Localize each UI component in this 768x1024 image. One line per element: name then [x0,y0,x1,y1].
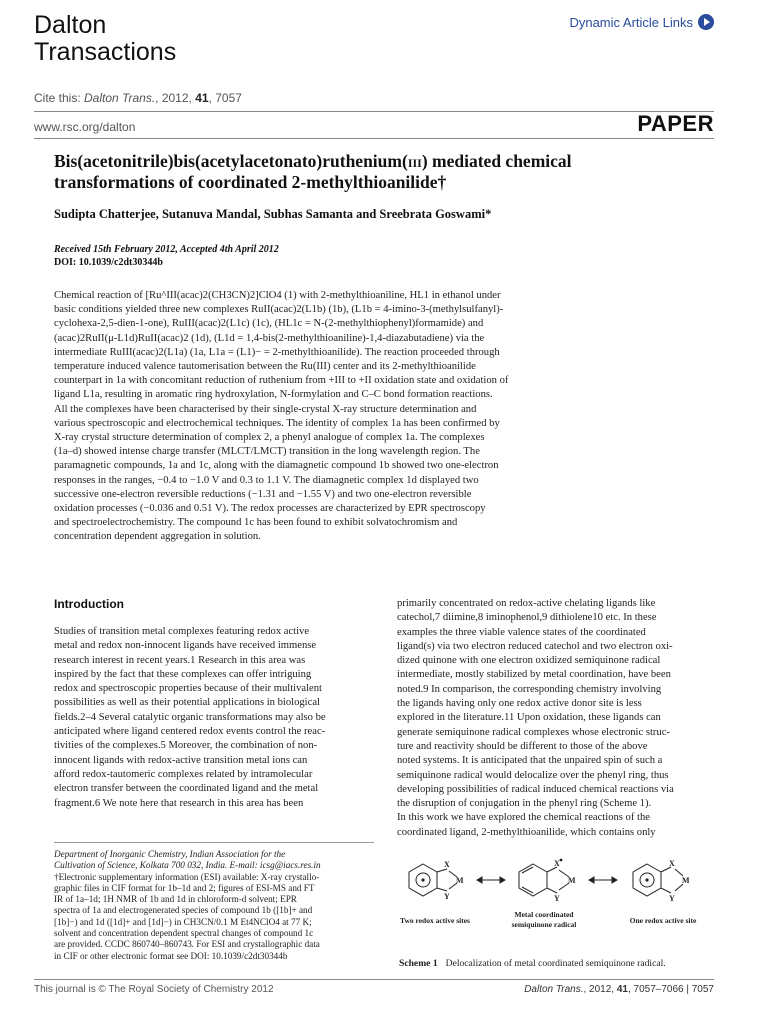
received-dates: Received 15th February 2012, Accepted 4th April 2012 [54,244,279,255]
atom-x-left: X [444,860,450,869]
article-type-label: PAPER [637,111,714,136]
abstract-line: various spectroscopic and electrochemical techniques. The identity of complex 1a has been confirmed by [54,417,500,429]
intro-line: coordinated ligand, 2-methylthioanilide, which contains only [397,826,656,838]
received-info [54,243,279,269]
intro-line: noted.9 In comparison, the corresponding chemistry involving [397,683,662,695]
intro-line: fragment.6 We note here that research in this area has been [54,797,304,809]
abstract-line: paramagnetic compounds, 1a and 1c, along with the diamagnetic compound 1b showed two one-electron [54,460,499,472]
play-arrow-icon[interactable] [698,14,714,30]
radical-dot-right [645,878,648,881]
atom-m-right: M [682,876,690,885]
intro-line: the disruption of conjugation in the phenyl ring (Scheme 1). [397,798,652,810]
footer-citation [524,984,714,995]
footer-journal: Dalton Trans. [524,984,584,995]
abstract-line: intermediate RuIII(acac)2(L1a) (1a, L1a = (L1)− = 2-methylthioanilide). The reaction proceeded through [54,346,500,358]
abstract-line: and spectroelectrochemistry. The compound 1c has been found to exhibit solvatochromism and [54,517,458,529]
intro-line: afford redox-tautomeric complexes related by intramolecular [54,768,313,780]
intro-line: anticipated where ligand centered redox events control the reac- [54,726,326,738]
cite-prefix: Cite this: [34,91,85,105]
scheme-label-right: One redox active site [629,916,697,925]
abstract-line: (acac)2RuII(μ-L1d)RuII(acac)2 (1d), (L1d = 1,4-bis(2-methylthioaniline)-1,4-diazabutadiene) via the [54,332,485,344]
esi-line: [1b]−) and 1d ([1d]+ and [1d]−) in CH3CN/0.1 M Et4NClO4 at 77 K; [54,916,312,927]
intro-line: tivities of the complexes.5 Moreover, the combination of non- [54,740,318,752]
title-part-b: ) mediated chemical [421,151,572,171]
abstract-line: cyclohexa-2,5-dien-1-one), RuIII(acac)2(L1c) (1c), (HL1c = N-(2-methylthiophenyl)formamide) and [54,318,484,330]
journal-url[interactable]: www.rsc.org/dalton [34,120,136,134]
scheme-label-middle-2: semiquinone radical [511,920,577,929]
esi-line: solvent and concentration dependent spectral changes of compound 1c [54,928,314,939]
intro-line: catechol,7 diimine,8 iminophenol,9 dithiolene10 etc. In these [397,612,657,624]
title-oxidation-state: iii [407,151,422,171]
affiliation-line: Cultivation of Science, Kolkata 700 032, India. E-mail: icsg@iacs.res.in [54,860,321,871]
atom-y-right: Y [669,894,675,903]
intro-line: metal and redox non-innocent ligands have received immense [54,640,317,652]
journal-title [34,12,176,66]
radical-dot-middle [560,859,563,862]
intro-line: noted systems. It is anticipated that the unpaired spin of such a [397,755,663,767]
intro-line: ligand(s) via two electron reduced catechol and two electron oxi- [397,640,673,652]
radical-dot-left [421,878,424,881]
cite-page: , 7057 [208,91,242,105]
esi-line: †Electronic supplementary information (ESI) available: X-ray crystallo- [54,871,320,882]
abstract-line: X-ray crystal structure determination of complex 2, a phenyl analogue of complex 1a. The complexes [54,432,485,444]
footer-volume: 41 [616,984,628,995]
scheme-caption-text: Delocalization of metal coordinated semiquinone radical. [445,958,666,969]
footnote-divider [54,842,374,843]
intro-line: In this work we have explored the chemical reactions of the [397,812,650,824]
intro-line: innocent ligands with redox-active transition metal ions can [54,754,308,766]
intro-line: primarily concentrated on redox-active chelating ligands like [397,598,656,609]
abstract-line: concentration dependent aggregation in solution. [54,531,261,543]
intro-line: Studies of transition metal complexes featuring redox active [54,626,310,637]
abstract [54,289,714,545]
esi-line: in CIF or other electronic format see DOI: 10.1039/c2dt30344b [54,950,288,961]
intro-line: redox and spectroscopic properties because of their multivalent [54,683,322,695]
intro-line: explored in the literature.11 Upon oxidation, these ligands can [397,712,661,724]
cite-journal: Dalton Trans. [84,91,156,105]
cite-volume: 41 [195,91,209,105]
intro-line: the ligands having only one redox active donor site is less [397,698,642,710]
scheme-label-left: Two redox active sites [400,916,470,925]
abstract-line: oxidation processes (−0.036 and 0.51 V). The redox processes are characterized by EPR spectroscopy [54,503,486,515]
intro-line: semiquinone radical would delocalize over the phenyl ring, thus [397,769,669,781]
title-line2: transformations of coordinated 2-methylthioanilide† [54,172,447,192]
esi-line: IR of 1a–1d; 1H NMR of 1b and 1d in chloroform-d solvent; EPR [54,894,297,905]
benzene-ring-middle [519,864,547,896]
scheme-caption-number: Scheme 1 [399,958,438,969]
affiliation-line: Department of Inorganic Chemistry, Indian Association for the [54,849,286,859]
atom-x-right: X [669,859,675,868]
header-divider-top [34,111,714,112]
intro-line: dized quinone with one electron oxidized semiquinone radical [397,655,661,667]
dynamic-article-links[interactable] [569,14,714,30]
footnotes [54,849,321,962]
author-list: Sudipta Chatterjee, Sutanuva Mandal, Subhas Samanta and Sreebrata Goswami* [54,207,492,221]
dynamic-article-links-label[interactable]: Dynamic Article Links [569,14,693,30]
intro-line: fields.2–4 Several catalytic organic transformations may also be [54,711,326,723]
abstract-line: temperature induced valence tautomerisation between the Ru(III) center and its 2-methylthioanilide [54,361,476,373]
intro-line: possibilities as well as their potential applications in biological [54,697,320,709]
intro-line: examples the three viable valence states of the coordinated [397,626,646,638]
footer-pages: , 7057–7066 | 7057 [627,984,714,995]
footer-copyright: This journal is © The Royal Society of Chemistry 2012 [34,984,274,995]
intro-left-column [54,625,374,811]
intro-line: generate semiquinone radical complexes whose electronic struc- [397,726,670,738]
atom-m-left: M [456,876,464,885]
journal-title-line2: Transactions [34,38,177,66]
intro-line: research interest in recent years.1 Research in this area was [54,654,306,666]
intro-line: inspired by the fact that these complexes can offer intriguing [54,668,312,680]
scheme-caption [399,958,666,969]
citation-line [34,91,242,105]
title-part-a: Bis(acetonitrile)bis(acetylacetonato)ruthenium( [54,151,408,171]
atom-m-middle: M [568,876,576,885]
intro-line: ture and reactivity should be different to those of the above [397,740,648,752]
esi-note [54,872,321,962]
footer-year: , 2012, [583,984,617,995]
atom-x-middle: X [554,859,560,868]
scheme-label-middle-1: Metal coordinated [514,910,574,919]
esi-line: graphic files in CIF format for 1b–1d and 2; figures of ESI-MS and FT [54,882,315,893]
intro-line: electron transfer between the coordinated ligand and the metal [54,783,319,795]
intro-line: developing possibilities of radical induced chemical reactions via [397,783,674,795]
atom-y-middle: Y [554,894,560,903]
header-divider-bottom [34,138,714,139]
abstract-line: responses in the ranges, −0.4 to −1.0 V and 0.3 to 1.1 V. The diamagnetic complex 1d displayed two [54,474,479,486]
scheme-1-figure [397,855,715,955]
intro-line: intermediate, mostly stabilized by metal coordination, have been [397,669,671,681]
doi[interactable]: DOI: 10.1039/c2dt30344b [54,257,163,268]
abstract-line: Chemical reaction of [Ru^III(acac)2(CH3CN)2]ClO4 (1) with 2-methylthioaniline, HL1 in ethanol under [54,290,501,301]
article-title [54,151,694,193]
abstract-line: (1a–d) showed intense charge transfer (MLCT/LMCT) transition in the long wavelength region. The [54,446,480,458]
atom-y-left: Y [444,892,450,901]
abstract-line: counterpart in 1a with concomitant reduction of ruthenium from +III to +II oxidation state and oxidation of [54,375,509,387]
cite-year: , 2012, [155,91,196,105]
journal-title-line1: Dalton [34,11,107,39]
abstract-line: successive one-electron reversible reductions (−1.31 and −1.55 V) and two one-electron reversible [54,488,472,500]
intro-right-column [397,597,715,840]
esi-line: spectra of 1a and electrogenerated species of compound 1b ([1b]+ and [54,905,313,916]
section-heading-introduction: Introduction [54,597,124,611]
abstract-line: ligand L1a, resulting in aromatic ring hydroxylation, N-formylation and C–C bond formation reactions. [54,389,493,401]
abstract-line: basic conditions yielded three new complexes RuII(acac)2(L1b) (1b), (L1b = 4-imino-3-(methylsulfanyl)- [54,304,504,316]
footer-divider [34,979,714,980]
abstract-line: All the complexes have been characterised by their single-crystal X-ray structure determination and [54,403,477,415]
esi-line: are provided. CCDC 860740–860743. For ESI and crystallographic data [54,939,320,950]
